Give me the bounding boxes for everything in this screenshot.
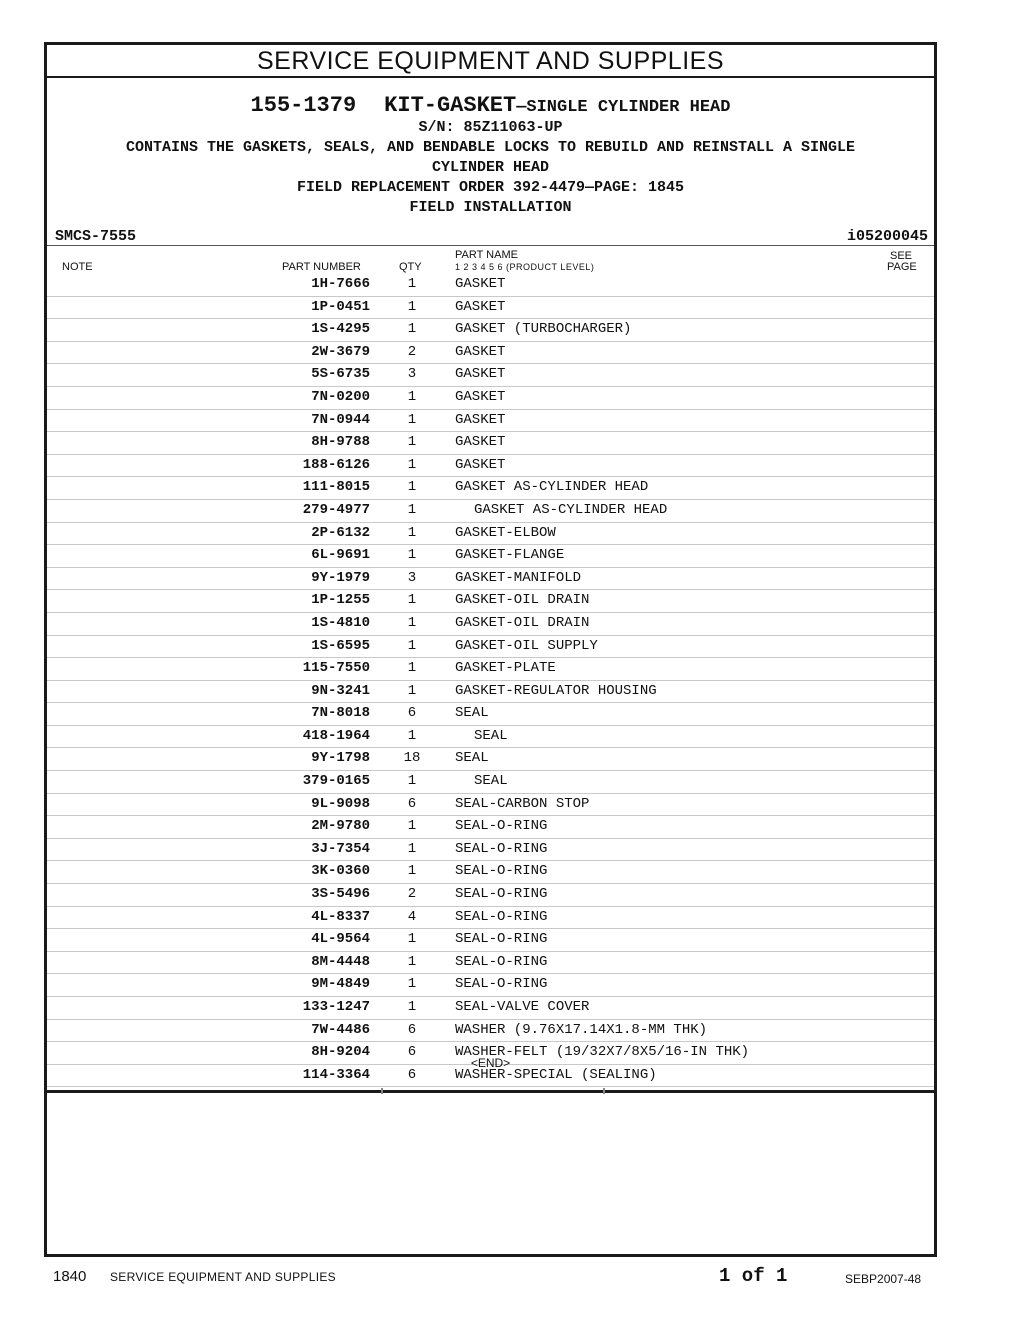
part-name: SEAL-O-RING — [455, 908, 548, 925]
part-number: 188-6126 — [302, 456, 370, 473]
quantity: 1 — [407, 999, 417, 1015]
part-number: 1P-1255 — [311, 592, 370, 609]
table-row — [47, 342, 934, 365]
quantity: 1 — [407, 276, 417, 292]
table-row — [47, 274, 934, 297]
part-number: 111-8015 — [302, 479, 370, 496]
table-row — [47, 658, 934, 681]
table-row — [47, 816, 934, 839]
quantity: 1 — [407, 637, 417, 654]
part-name: SEAL — [474, 773, 508, 790]
table-row — [47, 500, 934, 523]
quantity: 6 — [407, 1044, 417, 1061]
table-row — [47, 613, 934, 636]
kit-description-line1: CONTAINS THE GASKETS, SEALS, AND BENDABLE LOCKS TO REBUILD AND REINSTALL A SINGLE — [125, 139, 856, 156]
part-number: 9Y-1798 — [311, 750, 370, 767]
field-installation: FIELD INSTALLATION — [409, 199, 572, 216]
footer-page-number: 1840 — [53, 1268, 87, 1285]
part-number: 3S-5496 — [311, 886, 370, 903]
table-row — [47, 884, 934, 907]
column-header-note: NOTE — [62, 261, 93, 273]
quantity: 2 — [407, 886, 417, 903]
quantity: 1 — [407, 321, 417, 338]
quantity: 1 — [407, 456, 417, 473]
quantity: 1 — [407, 660, 417, 677]
quantity: 1 — [407, 501, 417, 518]
part-name: GASKET AS-CYLINDER HEAD — [474, 501, 668, 518]
table-row — [47, 861, 934, 884]
part-name: GASKET — [455, 434, 506, 451]
part-name: GASKET — [455, 411, 506, 428]
part-name: GASKET-ELBOW — [455, 524, 556, 541]
footer-section-title: SERVICE EQUIPMENT AND SUPPLIES — [110, 1270, 336, 1284]
part-name: SEAL-O-RING — [455, 863, 548, 880]
part-name: SEAL — [455, 750, 489, 767]
part-number: 1S-4810 — [311, 614, 370, 631]
section-banner: SERVICE EQUIPMENT AND SUPPLIES — [47, 45, 934, 78]
header-divider — [47, 245, 934, 246]
table-row — [47, 703, 934, 726]
part-name: GASKET — [455, 343, 506, 360]
footer-page-count: 1 of 1 — [719, 1265, 788, 1287]
part-name: SEAL-O-RING — [455, 886, 548, 903]
part-name: GASKET-FLANGE — [455, 547, 565, 564]
table-row — [47, 839, 934, 862]
part-name: GASKET — [455, 366, 506, 383]
document-ident: i05200045 — [846, 228, 928, 245]
part-number: 1S-4295 — [311, 321, 370, 338]
part-number: 379-0165 — [302, 773, 370, 790]
part-name: GASKET-OIL SUPPLY — [455, 637, 598, 654]
part-name: SEAL-CARBON STOP — [455, 795, 590, 812]
part-name: GASKET-OIL DRAIN — [455, 592, 590, 609]
quantity: 1 — [407, 818, 417, 835]
kit-title — [47, 93, 934, 118]
kit-number: 155-1379 — [250, 93, 357, 118]
part-number: 4L-8337 — [311, 908, 370, 925]
part-number: 7W-4486 — [311, 1021, 370, 1038]
quantity: 3 — [407, 569, 417, 586]
part-name: SEAL — [474, 727, 508, 744]
table-row — [47, 523, 934, 546]
part-number: 2W-3679 — [311, 343, 370, 360]
table-row — [47, 410, 934, 433]
column-header-see: SEE — [890, 250, 913, 262]
quantity: 18 — [403, 750, 421, 767]
table-row — [47, 929, 934, 952]
part-name: GASKET (TURBOCHARGER) — [455, 321, 632, 338]
table-row — [47, 364, 934, 387]
part-name: GASKET — [455, 298, 506, 315]
part-number: 5S-6735 — [311, 366, 370, 383]
table-row — [47, 681, 934, 704]
part-number: 9N-3241 — [311, 682, 370, 699]
quantity: 6 — [407, 1066, 417, 1083]
table-row — [47, 907, 934, 930]
table-row — [47, 952, 934, 975]
parts-table — [47, 274, 934, 1087]
quantity: 1 — [407, 411, 417, 428]
part-number: 418-1964 — [302, 727, 370, 744]
part-number: 3J-7354 — [311, 840, 370, 857]
part-number: 8H-9788 — [311, 434, 370, 451]
quantity: 1 — [407, 547, 417, 564]
part-number: 9M-4849 — [311, 976, 370, 993]
part-number: 1H-7666 — [311, 276, 370, 292]
part-name: WASHER-FELT (19/32X7/8X5/16-IN THK) — [455, 1044, 750, 1061]
part-name: GASKET — [455, 388, 506, 405]
table-row — [47, 297, 934, 320]
part-name: GASKET-REGULATOR HOUSING — [455, 682, 657, 699]
table-row — [47, 477, 934, 500]
quantity: 1 — [407, 840, 417, 857]
table-row — [47, 636, 934, 659]
part-number: 1S-6595 — [311, 637, 370, 654]
part-name: SEAL-O-RING — [455, 818, 548, 835]
kit-description-line2: CYLINDER HEAD — [431, 159, 550, 176]
part-name: SEAL-O-RING — [455, 840, 548, 857]
quantity: 3 — [407, 366, 417, 383]
smcs-code: SMCS-7555 — [55, 228, 137, 245]
part-name: WASHER-SPECIAL (SEALING) — [455, 1066, 657, 1083]
page-frame — [44, 42, 937, 1257]
table-row — [47, 1020, 934, 1043]
quantity: 1 — [407, 682, 417, 699]
end-marker: <END> — [470, 1056, 511, 1070]
part-name: SEAL-O-RING — [455, 931, 548, 948]
part-number: 2M-9780 — [311, 818, 370, 835]
part-name: GASKET-OIL DRAIN — [455, 614, 590, 631]
part-name: GASKET — [455, 456, 506, 473]
table-row — [47, 794, 934, 817]
column-header-qty: QTY — [399, 261, 422, 273]
table-row — [47, 432, 934, 455]
field-replacement-order: FIELD REPLACEMENT ORDER 392-4479—PAGE: 1845 — [296, 179, 685, 196]
quantity: 1 — [407, 953, 417, 970]
part-number: 7N-0944 — [311, 411, 370, 428]
part-number: 4L-9564 — [311, 931, 370, 948]
quantity: 4 — [407, 908, 417, 925]
column-header-page: PAGE — [887, 261, 917, 273]
kit-serial: S/N: 85Z11063-UP — [418, 119, 563, 136]
table-row — [47, 319, 934, 342]
table-end-rule — [47, 1090, 934, 1093]
table-row — [47, 590, 934, 613]
column-header-part-name: PART NAME — [455, 249, 518, 261]
part-name: GASKET-MANIFOLD — [455, 569, 582, 586]
part-number: 6L-9691 — [311, 547, 370, 564]
part-name: GASKET AS-CYLINDER HEAD — [455, 479, 649, 496]
quantity: 1 — [407, 614, 417, 631]
part-number: 2P-6132 — [311, 524, 370, 541]
part-number: 7N-8018 — [311, 705, 370, 722]
part-number: 9L-9098 — [311, 795, 370, 812]
kit-name: KIT-GASKET — [384, 93, 517, 118]
column-header-product-level: 1 2 3 4 5 6 (PRODUCT LEVEL) — [455, 262, 595, 272]
part-name: GASKET-PLATE — [455, 660, 556, 677]
part-number: 279-4977 — [302, 501, 370, 518]
quantity: 1 — [407, 298, 417, 315]
part-name: SEAL-O-RING — [455, 953, 548, 970]
quantity: 1 — [407, 727, 417, 744]
quantity: 1 — [407, 592, 417, 609]
column-tick — [603, 1088, 605, 1094]
part-name: SEAL — [455, 705, 489, 722]
part-number: 133-1247 — [302, 999, 370, 1015]
quantity: 1 — [407, 976, 417, 993]
table-row — [47, 568, 934, 591]
quantity: 1 — [407, 773, 417, 790]
part-name: SEAL-O-RING — [455, 976, 548, 993]
kit-subtitle: —SINGLE CYLINDER HEAD — [516, 98, 731, 117]
quantity: 1 — [407, 524, 417, 541]
table-row — [47, 974, 934, 997]
table-row — [47, 771, 934, 794]
quantity: 6 — [407, 795, 417, 812]
table-row — [47, 455, 934, 478]
footer-doc-id: SEBP2007-48 — [845, 1272, 922, 1286]
part-name: GASKET — [455, 276, 506, 292]
table-row — [47, 997, 934, 1020]
part-number: 8M-4448 — [311, 953, 370, 970]
table-row — [47, 387, 934, 410]
quantity: 1 — [407, 388, 417, 405]
quantity: 2 — [407, 343, 417, 360]
quantity: 6 — [407, 1021, 417, 1038]
quantity: 1 — [407, 479, 417, 496]
part-name: WASHER (9.76X17.14X1.8-MM THK) — [455, 1021, 708, 1038]
column-tick — [381, 1088, 383, 1094]
part-name: SEAL-VALVE COVER — [455, 999, 590, 1015]
part-number: 9Y-1979 — [311, 569, 370, 586]
quantity: 6 — [407, 705, 417, 722]
table-row — [47, 748, 934, 771]
part-number: 3K-0360 — [311, 863, 370, 880]
table-row — [47, 726, 934, 749]
table-row — [47, 545, 934, 568]
quantity: 1 — [407, 434, 417, 451]
part-number: 1P-0451 — [311, 298, 370, 315]
part-number: 7N-0200 — [311, 388, 370, 405]
part-number: 114-3364 — [302, 1066, 370, 1083]
quantity: 1 — [407, 931, 417, 948]
part-number: 8H-9204 — [311, 1044, 370, 1061]
quantity: 1 — [407, 863, 417, 880]
column-header-part-number: PART NUMBER — [282, 261, 361, 273]
part-number: 115-7550 — [302, 660, 370, 677]
